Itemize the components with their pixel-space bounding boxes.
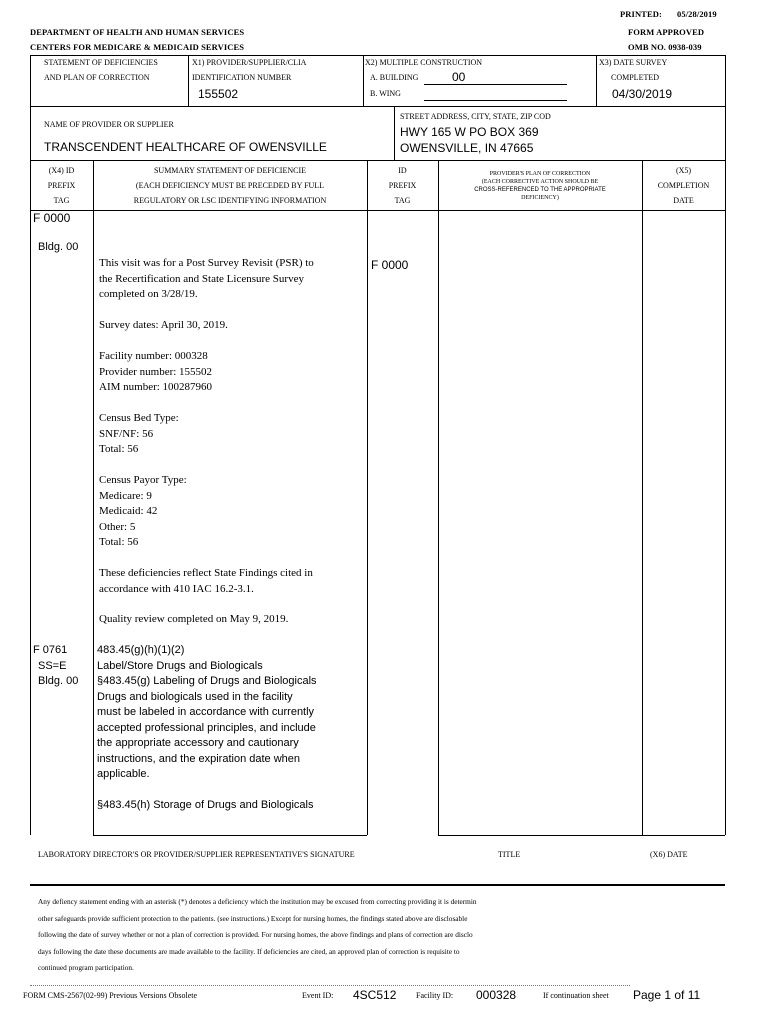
para-census-payor: Census Payor Type: Medicare: 9 Medicaid: 42 Other: 5 Total: 56 [99, 474, 187, 548]
statement-label: STATEMENT OF DEFICIENCIES [44, 58, 158, 67]
completion-label: COMPLETION [657, 181, 710, 190]
para-census-bed: Census Bed Type: SNF/NF: 56 Total: 56 [99, 412, 179, 455]
x3-label: X3) DATE SURVEY [599, 58, 668, 67]
table-header-bottom [30, 210, 725, 211]
x4-id-label: (X4) ID [48, 166, 75, 175]
printed-date: 05/28/2019 [677, 9, 717, 19]
para-label-store-drugs: 483.45(g)(h)(1)(2) Label/Store Drugs and Biologicals §483.45(g) Labeling of Drugs and Biologicals Drugs and biologicals used in the facility must be labeled in accordance with currently accepted professional principles, and include the appropriate accessory and cautionary instructions, and the expiration date when applicable. [97, 644, 317, 780]
para-visit: This visit was for a Post Survey Revisit (PSR) to the Recertification and State Licensure Survey completed on 3/28/19. [99, 257, 314, 300]
plan-header-l1: PROVIDER'S PLAN OF CORRECTION [489, 171, 591, 177]
signature-label: LABORATORY DIRECTOR'S OR PROVIDER/SUPPLIER REPRESENTATIVE'S SIGNATURE [38, 850, 355, 859]
tag-f0761: F 0761 SS=E Bldg. 00 [33, 644, 79, 687]
prefix-label: PREFIX [388, 181, 417, 190]
completed-label: COMPLETED [611, 73, 659, 82]
disclaimer: Any defiency statement ending with an asterisk (*) denotes a deficiency which the institution may be excused from correcting providing it is determin other safeguards provide sufficient protection to the patients. (see instructions.) Except for nursing homes, the findings stated above are disclosable following the date of survey whether or not a plan of correction is provided. For nursing homes, the above findings and plans of correction are disclo days following the date these documents are made available to the facility. If deficiencies are cited, an approved plan of correction is requisite to continued program participation. [38, 897, 477, 972]
x6-date-label: (X6) DATE [650, 850, 688, 859]
survey-date-value: 04/30/2019 [612, 87, 673, 101]
event-id-label: Event ID: [302, 991, 334, 1000]
para-survey-dates: Survey dates: April 30, 2019. [99, 319, 228, 331]
title-label: TITLE [498, 850, 521, 859]
x4-tag-label: TAG [53, 196, 70, 205]
provider-name-label: NAME OF PROVIDER OR SUPPLIER [44, 120, 174, 129]
department-title: DEPARTMENT OF HEALTH AND HUMAN SERVICES [30, 27, 245, 37]
right-border [725, 55, 726, 835]
form-approved: FORM APPROVED [628, 27, 705, 37]
building-label: A. BUILDING [370, 73, 419, 82]
tag-label: TAG [394, 196, 411, 205]
table-row2-border [30, 160, 725, 161]
building-value: 00 [452, 70, 466, 84]
provider-id-value: 155502 [198, 87, 239, 101]
identification-number-label: IDENTIFICATION NUMBER [192, 73, 292, 82]
page-number: Page 1 of 11 [633, 988, 701, 1002]
address-line1: HWY 165 W PO BOX 369 [400, 125, 539, 139]
facility-id-label: Facility ID: [416, 991, 454, 1000]
form-number: FORM CMS-2567(02-99) Previous Versions Obsolete [23, 991, 198, 1000]
date-label: DATE [673, 196, 694, 205]
plan-of-correction-label: AND PLAN OF CORRECTION [44, 73, 150, 82]
x2-label: X2) MULTIPLE CONSTRUCTION [365, 58, 483, 67]
centers-title: CENTERS FOR MEDICARE & MEDICAID SERVICES [30, 42, 245, 52]
id-label: ID [398, 166, 407, 175]
table-top-border [30, 55, 725, 56]
right-tag-f0000: F 0000 [371, 258, 409, 272]
x4-prefix-label: PREFIX [47, 181, 76, 190]
plan-header-l2: (EACH CORRECTIVE ACTION SHOULD BE [481, 179, 599, 185]
table-row1-border [30, 106, 725, 107]
signature-divider [30, 884, 725, 886]
tag-f0000: F 0000 [33, 211, 71, 225]
para-facility: Facility number: 000328 Provider number: 155502 AIM number: 100287960 [99, 350, 213, 393]
summary-header-l3: REGULATORY OR LSC IDENTIFYING INFORMATION [133, 196, 327, 205]
para-quality-review: Quality review completed on May 9, 2019. [99, 613, 289, 625]
summary-header-l2: (EACH DEFICIENCY MUST BE PRECEDED BY FULL [135, 181, 325, 190]
para-state-findings: These deficiencies reflect State Findings cited in accordance with 410 IAC 16.2-3.1. [99, 567, 313, 595]
x1-label: X1) PROVIDER/SUPPLIER/CLIA [192, 58, 307, 67]
address-line2: OWENSVILLE, IN 47665 [400, 141, 534, 155]
wing-label: B. WING [370, 89, 401, 98]
bldg-00: Bldg. 00 [38, 241, 79, 253]
provider-name-value: TRANSCENDENT HEALTHCARE OF OWENSVILLE [44, 140, 327, 154]
plan-header-l3: CROSS-REFERENCED TO THE APPROPRIATE [474, 187, 606, 193]
facility-id-value: 000328 [476, 988, 517, 1002]
x5-label: (X5) [675, 166, 692, 175]
printed-label: PRINTED: [620, 9, 662, 19]
para-storage: §483.45(h) Storage of Drugs and Biologicals [97, 799, 314, 811]
event-id-value: 4SC512 [353, 988, 397, 1002]
summary-header-l1: SUMMARY STATEMENT OF DEFICIENCIE [153, 166, 307, 175]
address-label: STREET ADDRESS, CITY, STATE, ZIP COD [400, 112, 551, 121]
continuation-label: If continuation sheet [543, 991, 609, 1000]
omb-number: OMB NO. 0938-039 [628, 42, 702, 52]
plan-header-l4: DEFICIENCY) [521, 195, 559, 201]
